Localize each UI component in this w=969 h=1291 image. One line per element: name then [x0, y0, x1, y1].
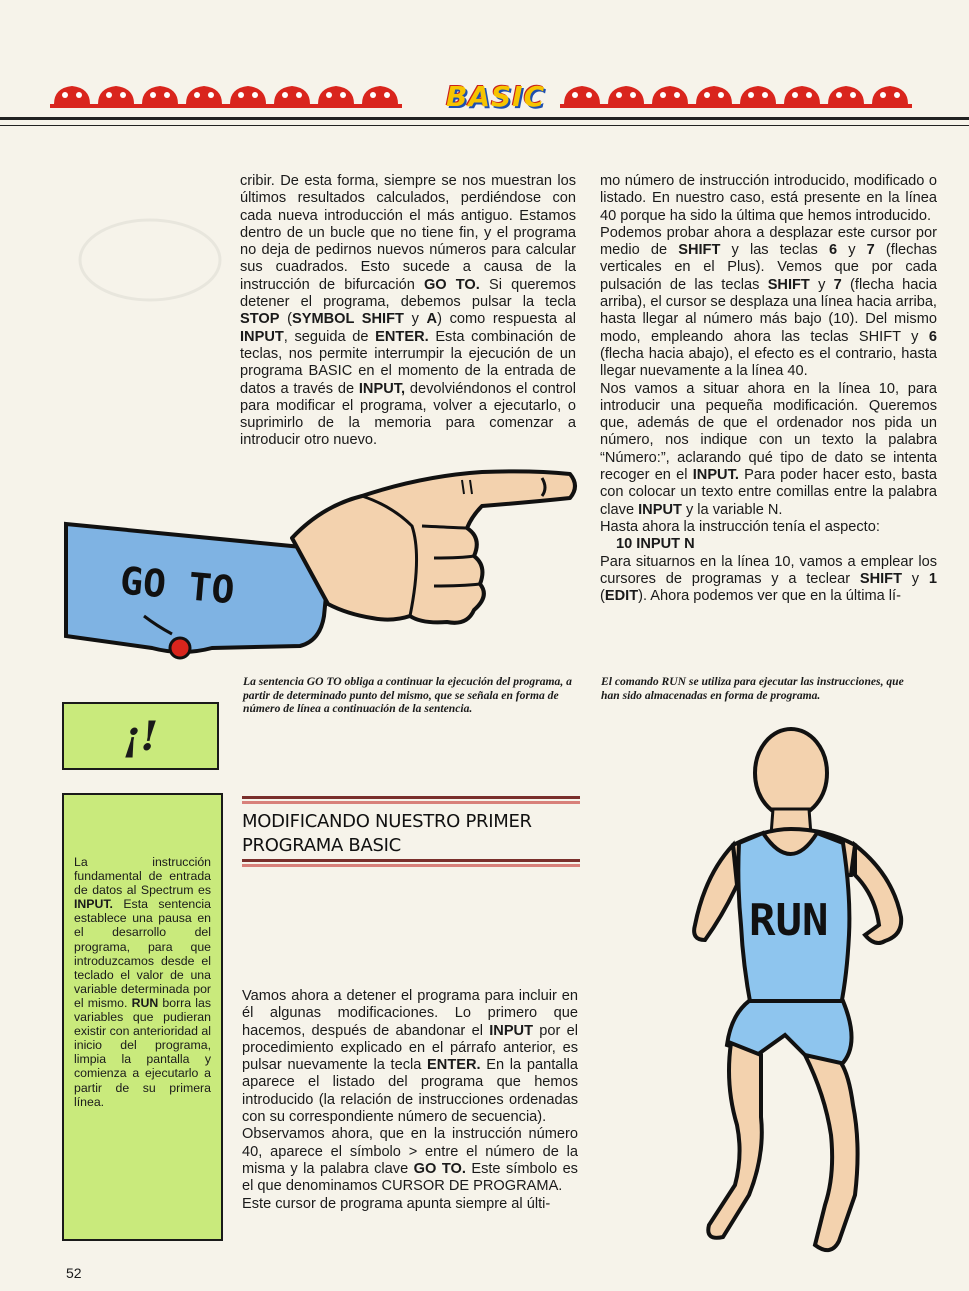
- paragraph: Observamos ahora, que en la instrucción número 40, aparece el símbolo > entre el número de la misma y la palabra clave GO TO. Este símbolo es el que denominamos CURSOR DE PROGRAMA.: [242, 1126, 578, 1195]
- paragraph: Podemos probar ahora a desplazar este cursor por medio de SHIFT y las teclas 6 y 7 (flechas verticales en el Plus). Vemos que por cada pulsación de las teclas SHIFT y 7 (flecha hacia arriba), el cursor se desplaza una línea hacia arriba, hasta llegar al número más bajo (10). Del mismo modo, empleando ahora las teclas SHIFT y 6 (flecha hacia abajo), el efecto es el contrario, hasta llegar nuevamente a la línea 40.: [600, 224, 938, 380]
- run-caption: El comando RUN se utiliza para ejecutar las instrucciones, que han sido almacenadas en forma de programa.: [601, 675, 904, 702]
- sidebar-note: [62, 793, 223, 1241]
- invader-row-right: [560, 86, 912, 108]
- cufflink-button: [170, 638, 190, 658]
- sidebar-note-text: La instrucción fundamental de entrada de datos al Spectrum es INPUT. Esta sentencia establece una pausa en el desarrollo del programa, para que introduzcamos desde el teclado el valor de una variable determinada por el mismo. RUN borra las variables que pudieran existir con anterioridad al inicio del programa, limpia la pantalla y comienza a ejecutarlo a partir de su primera línea.: [74, 855, 212, 1109]
- section-title: [242, 810, 582, 858]
- header-rule-thin: [0, 125, 969, 126]
- body-text-column-left-top: [240, 173, 576, 450]
- paragraph: Nos vamos a situar ahora en la línea 10, para introducir una pequeña modificación. Queremos que, además de que el ordenador nos pida un número, nos indique con un texto la palabra “Número:”, aclarando qué tipo de dato se intenta recoger en el INPUT. Para poder hacer esto, basta con colocar un texto entre comillas entre la palabra clave INPUT y la variable N.: [600, 380, 937, 518]
- runner-leg-right: [805, 1055, 858, 1250]
- paragraph: Hasta ahora la instrucción tenía el aspecto:: [600, 518, 880, 535]
- section-rule-top-light: [242, 801, 580, 804]
- paragraph: mo número de instrucción introducido, modificado o listado. En nuestro caso, está presente en la línea 40 porque ha sido la última que hemos introducido.: [600, 173, 937, 224]
- sleeve-label: GO TO: [118, 558, 237, 613]
- hand: [292, 471, 575, 622]
- section-title-line1: MODIFICANDO NUESTRO PRIMER: [242, 811, 532, 832]
- paragraph: cribir. De esta forma, siempre se nos muestran los últimos resultados calculados, perdiéndose con cada nueva introducción el más antiguo. Estamos dentro de un bucle que no tiene fin, y el programa no deja de pedirnos nuevos números para calcular sus cuadrados. Esto sucede a causa de la instrucción de bifurcación GO TO. Si queremos detener el programa, debemos pulsar la tecla STOP (SYMBOL SHIFT y A) como respuesta al INPUT, seguida de ENTER. Esta combinación de teclas, nos permite interrumpir la ejecución de un programa BASIC en el momento de la entrada de datos a través de INPUT, devolviéndonos el control para modificar el programa, volver a ejecutarlo, o suprimirlo de la memoria para comenzar a introducir otro nuevo.: [240, 173, 576, 449]
- runner-leg-left: [708, 1043, 762, 1238]
- exclaim-box: ¡!: [62, 702, 219, 770]
- page-number: 52: [66, 1265, 82, 1281]
- body-text-column-left-lower: [242, 988, 578, 1213]
- code-line: 10 INPUT N: [616, 536, 695, 553]
- basic-logo: BASIC: [446, 80, 546, 113]
- section-rule-bottom-light: [242, 864, 580, 867]
- bleed-through-ghost: [50, 200, 250, 320]
- shirt-label: RUN: [749, 895, 829, 946]
- paragraph: Para situarnos en la línea 10, vamos a emplear los cursores de programas y a teclear SHIFT y 1 (EDIT). Ahora podemos ver que en la última lí-: [600, 553, 937, 605]
- body-text-column-right: [600, 173, 937, 605]
- paragraph: Vamos ahora a detener el programa para incluir en él algunas modificaciones. Lo primero que hacemos, después de abandonar el INPUT por el procedimiento explicado en el párrafo anterior, es pulsar nuevamente la tecla ENTER. En la pantalla aparece el listado del programa que hemos introducido (la relación de instrucciones ordenadas con su correspondiente número de secuencia).: [242, 988, 579, 1126]
- section-rule-bottom: [242, 859, 580, 862]
- goto-caption: La sentencia GO TO obliga a continuar la ejecución del programa, a partir de determinado punto del mismo, que se señala en forma de número de línea a continuación de la sentencia.: [243, 675, 572, 715]
- runner-illustration: [665, 725, 915, 1265]
- invader-row-left: [50, 86, 402, 108]
- paragraph: Este cursor de programa apunta siempre al últi-: [242, 1195, 551, 1212]
- runner-arm-left: [694, 845, 737, 940]
- runner-arm-right: [855, 845, 901, 943]
- header-rule: [0, 117, 969, 120]
- section-rule-top: [242, 796, 580, 799]
- runner-head: [755, 729, 827, 817]
- section-title-line2: PROGRAMA BASIC: [242, 835, 401, 856]
- pointing-hand-illustration: [62, 466, 582, 671]
